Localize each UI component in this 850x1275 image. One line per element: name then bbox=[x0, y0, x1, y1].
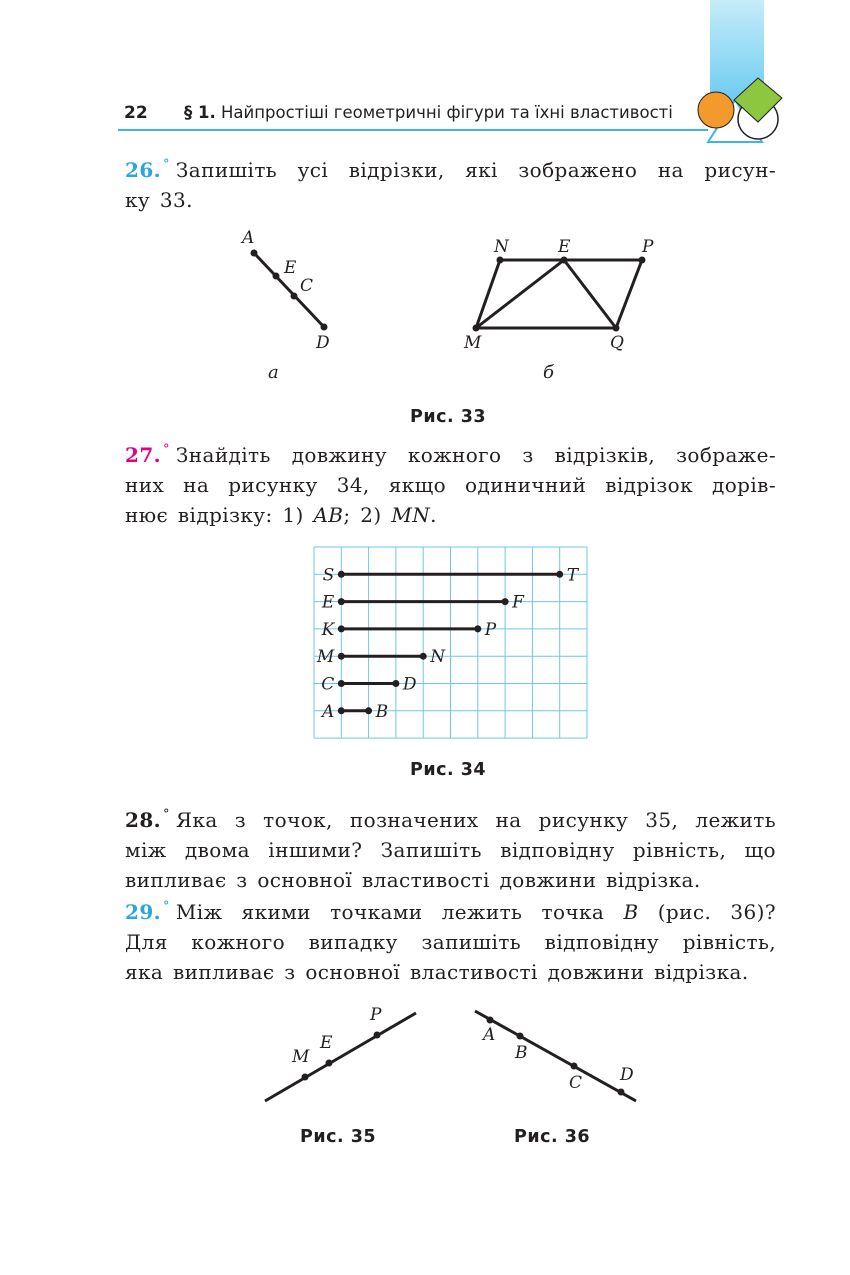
point-label: T bbox=[566, 565, 579, 586]
point-b-ref: B bbox=[623, 900, 639, 924]
point-label: D bbox=[402, 674, 417, 695]
exercise-text-line: Яка з точок, позначених на рисунку 35, лежить bbox=[175, 808, 776, 832]
figure-33a bbox=[230, 225, 350, 355]
exercise-number: 29. bbox=[125, 900, 161, 924]
segment-mn-ref: MN bbox=[391, 503, 431, 527]
exercise-27: 27. ° Знайдіть довжину кожного з відрізків, зображе- них на рисунку 34, якщо одиничний відрізок дорів- нює відрізку: 1) AB; 2) MN. bbox=[125, 442, 776, 527]
section-number: § 1. bbox=[184, 103, 216, 122]
figure-33b bbox=[460, 232, 680, 362]
segment-endpoint bbox=[338, 571, 345, 578]
point-label: C bbox=[569, 1073, 583, 1093]
exercise-text-line: них на рисунку 34, якщо одиничний відрізок дорів- bbox=[125, 473, 776, 497]
header-rule bbox=[118, 129, 708, 131]
point-label: D bbox=[620, 1065, 634, 1085]
exercise-29: 29. ° Між якими точками лежить точка B (рис. 36)? Для кожного випадку запишіть відповідну рівність, яка випливає з основної властивості довжини відрізка. bbox=[125, 892, 776, 987]
point-label: B bbox=[515, 1043, 528, 1063]
exercise-text-line: випливає з основної властивості довжини відрізка. bbox=[125, 868, 701, 892]
point-label: E bbox=[320, 1033, 333, 1053]
exercise-text-line: між двома іншими? Запишіть відповідну рівність, що bbox=[125, 838, 776, 862]
point-label: M bbox=[316, 647, 335, 668]
point-label: F bbox=[512, 592, 524, 613]
point-label: D bbox=[316, 333, 330, 353]
segment-endpoint bbox=[502, 598, 509, 605]
segment-ab-ref: AB bbox=[313, 503, 344, 527]
segment-endpoint bbox=[338, 598, 345, 605]
point-label: K bbox=[321, 619, 335, 640]
point-label: E bbox=[321, 592, 335, 613]
exercise-text-line: яка випливає з основної властивості довжини відрізка. bbox=[125, 960, 749, 984]
figure-34-caption: Рис. 34 bbox=[410, 760, 487, 780]
point-label: E bbox=[558, 237, 571, 257]
figure-33b-label: б bbox=[543, 362, 554, 383]
point-label: N bbox=[494, 237, 509, 257]
figure-34-grid bbox=[314, 547, 588, 739]
segment-endpoint bbox=[420, 653, 427, 660]
point-label: P bbox=[370, 1005, 382, 1025]
difficulty-mark: ° bbox=[163, 442, 170, 457]
exercise-28 bbox=[125, 800, 776, 895]
point-label: N bbox=[430, 647, 446, 668]
point-label: B bbox=[375, 701, 389, 722]
segment-endpoint bbox=[556, 571, 563, 578]
figure-33-caption: Рис. 33 bbox=[410, 407, 487, 427]
exercise-text-line: ку 33. bbox=[125, 188, 193, 212]
exercise-number: 27. bbox=[125, 443, 161, 467]
exercise-number: 28. bbox=[125, 808, 161, 832]
exercise-text-line: Запишіть усі відрізки, які зображено на рисун- bbox=[175, 158, 776, 182]
figure-35 bbox=[260, 1000, 430, 1110]
difficulty-mark: ° bbox=[163, 157, 170, 172]
segment-endpoint bbox=[474, 625, 481, 632]
difficulty-mark: ° bbox=[163, 807, 170, 822]
segment-endpoint bbox=[392, 680, 399, 687]
exercise-text-line: Знайдіть довжину кожного з відрізків, зображе- bbox=[175, 443, 776, 467]
difficulty-mark: ° bbox=[163, 899, 170, 914]
point-label: A bbox=[483, 1025, 496, 1045]
header-shapes-decoration bbox=[690, 70, 790, 150]
segment-endpoint bbox=[365, 707, 372, 714]
running-header bbox=[184, 103, 673, 122]
point-label: E bbox=[284, 258, 297, 278]
page-number: 22 bbox=[124, 103, 148, 123]
point-label: M bbox=[464, 333, 482, 353]
exercise-number: 26. bbox=[125, 158, 161, 182]
segment-endpoint bbox=[338, 680, 345, 687]
point-label: C bbox=[300, 276, 314, 296]
point-label: A bbox=[322, 701, 335, 722]
point-label: P bbox=[642, 237, 654, 257]
point-label: C bbox=[321, 674, 335, 695]
figure-36 bbox=[470, 1000, 650, 1110]
point-label: Q bbox=[610, 333, 624, 353]
figure-36-caption: Рис. 36 bbox=[514, 1127, 591, 1147]
figure-35-caption: Рис. 35 bbox=[300, 1127, 377, 1147]
section-title: Найпростіші геометричні фігури та їхні властивості bbox=[221, 103, 673, 122]
point-label: A bbox=[242, 228, 255, 248]
figure-33a-label: а bbox=[268, 362, 279, 383]
segment-endpoint bbox=[338, 653, 345, 660]
exercise-26 bbox=[125, 150, 776, 215]
segment-endpoint bbox=[338, 707, 345, 714]
orange-circle-shape bbox=[698, 92, 734, 128]
point-label: M bbox=[292, 1047, 310, 1067]
point-label: P bbox=[484, 619, 497, 640]
segment-endpoint bbox=[338, 625, 345, 632]
point-label: S bbox=[322, 565, 335, 586]
exercise-text-line: Для кожного випадку запишіть відповідну рівність, bbox=[125, 930, 776, 954]
